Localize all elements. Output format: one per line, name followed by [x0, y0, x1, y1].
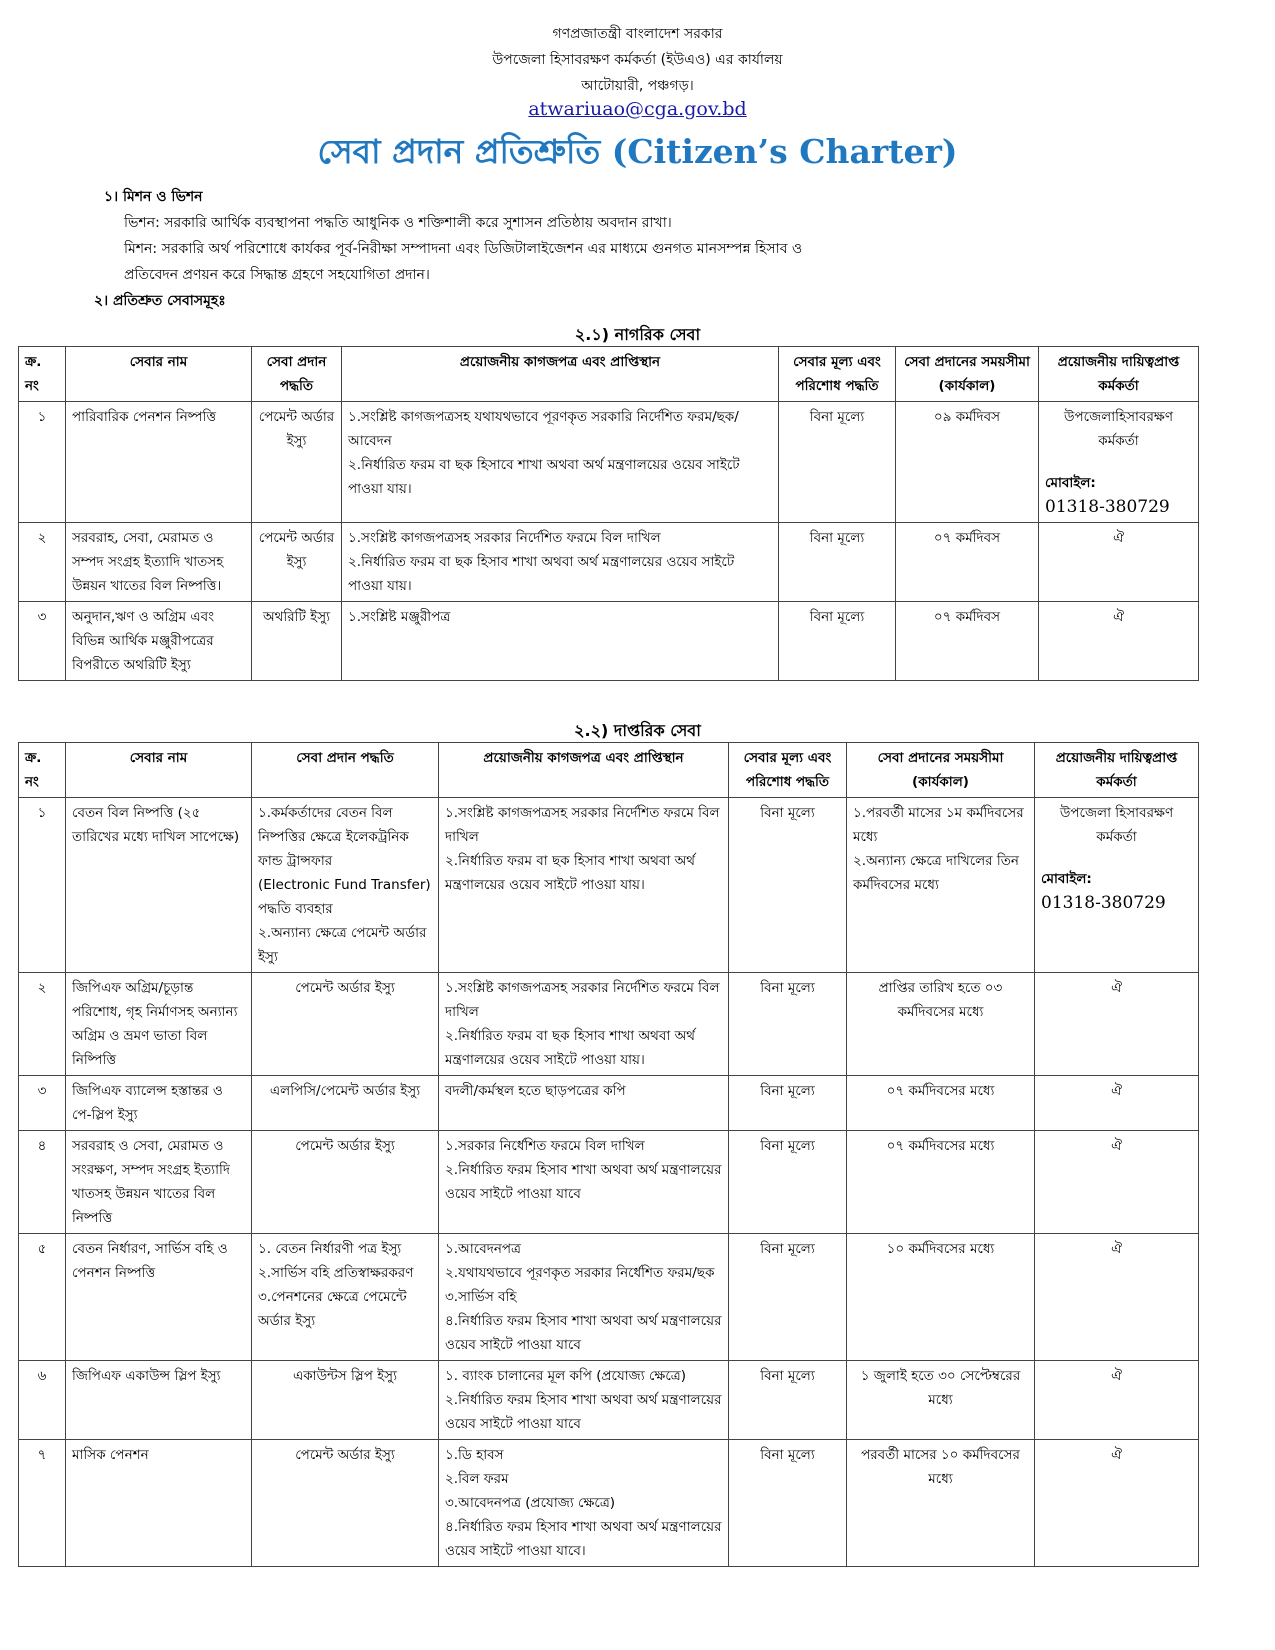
- cell-docs: [342, 602, 779, 681]
- cell-method: [252, 973, 439, 1076]
- doc-line: ২.যথাযথভাবে পূরণকৃত সরকার নির্ধেশিত ফরম/ছক: [445, 1265, 715, 1281]
- method-line: একাউন্টস স্লিপ ইস্যু: [292, 1368, 398, 1384]
- doc-line: ১.আবেদনপত্র: [445, 1241, 521, 1257]
- header-office: উপজেলা হিসাবরক্ষণ কর্মকর্তা (ইউএও) এর কার্যালয়: [492, 52, 783, 68]
- cell-fee: [729, 1076, 847, 1131]
- col-header-sl: ক্র. নং: [19, 347, 66, 402]
- time-line: ১.পরবর্তী মাসের ১ম কর্মদিবসের মধ্যে: [853, 805, 1024, 845]
- cell-time: [847, 1234, 1035, 1361]
- cell-method: [252, 1234, 439, 1361]
- serial-number: ৬: [37, 1368, 47, 1384]
- officer-name: ঐ: [1113, 530, 1124, 546]
- cell-officer: [1035, 973, 1199, 1076]
- table-row: [19, 602, 1199, 681]
- cell-method: [252, 798, 439, 973]
- cell-docs: [439, 973, 729, 1076]
- method-line: পেমেন্ট অর্ডার ইস্যু: [258, 530, 335, 570]
- section2-heading: ২। প্রতিশ্রুত সেবাসমূহঃ: [94, 293, 226, 309]
- fee-text: বিনা মূল্যে: [760, 1447, 815, 1463]
- time-line: প্রাপ্তির তারিখ হতে ০৩ কর্মদিবসের মধ্যে: [878, 980, 1003, 1020]
- fee-text: বিনা মূল্যে: [809, 609, 865, 625]
- cell-fee: [729, 1131, 847, 1234]
- doc-line: ১.সংশ্লিষ্ট কাগজপত্রসহ সরকার নির্দেশিত ফরমে বিল দাখিল: [445, 805, 720, 845]
- cell-docs: [439, 1076, 729, 1131]
- table-row: [19, 523, 1199, 602]
- mobile-number: 01318-380729: [1041, 893, 1166, 913]
- cell-method: [252, 1361, 439, 1440]
- table-row: [19, 1234, 1199, 1361]
- cell-fee: [729, 973, 847, 1076]
- time-line: ০৯ কর্মদিবস: [933, 409, 1001, 425]
- header-government: গণপ্রজাতন্ত্রী বাংলাদেশ সরকার: [552, 26, 723, 42]
- doc-line: ২.নির্ধারিত ফরম হিসাব শাখা অথবা অর্থ মন্ত্রণালয়ের ওয়েব সাইটে পাওয়া যাবে: [445, 1162, 722, 1202]
- cell-method: [252, 1440, 439, 1567]
- cell-officer: [1039, 523, 1199, 602]
- officer-name: উপজেলাহিসাবরক্ষণ কর্মকর্তা: [1064, 409, 1173, 449]
- col-header-officer: প্রয়োজনীয় দায়িত্বপ্রাপ্ত কর্মকর্তা: [1035, 743, 1199, 798]
- cell-service-name: [66, 1361, 252, 1440]
- fee-text: বিনা মূল্যে: [760, 1138, 815, 1154]
- col-header-fee: সেবার মূল্য এবং পরিশোধ পদ্ধতি: [779, 347, 896, 402]
- cell-docs: [439, 1131, 729, 1234]
- service-name: পারিবারিক পেনশন নিষ্পত্তি: [72, 409, 216, 425]
- cell-sl: [19, 602, 66, 681]
- service-name: বেতন বিল নিষ্পত্তি (২৫ তারিখের মধ্যে দাখিল সাপেক্ষে): [72, 805, 240, 845]
- doc-line: ৩.আবেদনপত্র (প্রযোজ্য ক্ষেত্রে): [445, 1495, 616, 1511]
- service-name: জিপিএফ অগ্রিম/চূড়ান্ত পরিশোধ, গৃহ নির্মাণসহ অন্যান্য অগ্রিম ও ভ্রমণ ভাতা বিল নিষ্পিত্তি: [72, 980, 238, 1068]
- cell-docs: [439, 1440, 729, 1567]
- col-header-fee: সেবার মূল্য এবং পরিশোধ পদ্ধতি: [729, 743, 847, 798]
- cell-fee: [779, 602, 896, 681]
- method-line: পেমেন্ট অর্ডার ইস্যু: [295, 1447, 395, 1463]
- method-line: (Electronic Fund Transfer): [258, 877, 431, 893]
- time-line: ১ জুলাই হতে ৩০ সেপ্টেম্বরের মধ্যে: [860, 1368, 1021, 1408]
- service-name: অনুদান,ঋণ ও অগ্রিম এবং বিভিন্ন আর্থিক মঞ্জুরীপত্রের বিপরীতে অথরিটি ইস্যু: [72, 609, 215, 673]
- officer-name: ঐ: [1111, 980, 1122, 996]
- col-header-officer: প্রয়োজনীয় দায়িত্বপ্রাপ্ত কর্মকর্তা: [1039, 347, 1199, 402]
- col-header-sl: ক্র. নং: [19, 743, 66, 798]
- cell-officer: [1035, 1234, 1199, 1361]
- service-name: বেতন নির্ধারণ, সার্ভিস বহি ও পেনশন নিষ্পত্তি: [72, 1241, 228, 1281]
- method-line: পেমেন্ট অর্ডার ইস্যু: [295, 980, 395, 996]
- doc-line: ১. ব্যাংক চালানের মূল কপি (প্রযোজ্য ক্ষেত্রে): [445, 1368, 686, 1384]
- cell-service-name: [66, 1440, 252, 1567]
- office-services-caption: ২.২) দাপ্তরিক সেবা: [574, 721, 701, 740]
- officer-name: ঐ: [1111, 1368, 1122, 1384]
- cell-fee: [729, 1440, 847, 1567]
- doc-line: ২.নির্ধারিত ফরম হিসাব শাখা অথবা অর্থ মন্ত্রণালয়ের ওয়েব সাইটে পাওয়া যাবে: [445, 1392, 722, 1432]
- service-name: জিপিএফ একাউন্স স্লিপ ইস্যু: [72, 1368, 221, 1384]
- table-header-row: [19, 743, 1199, 798]
- cell-time: [847, 1361, 1035, 1440]
- fee-text: বিনা মূল্যে: [760, 1241, 815, 1257]
- citizen-services-caption: ২.১) নাগরিক সেবা: [574, 325, 701, 344]
- time-line: ১০ কর্মদিবসের মধ্যে: [886, 1241, 995, 1257]
- cell-sl: [19, 798, 66, 973]
- col-header-time: সেবা প্রদানের সময়সীমা (কার্যকাল): [847, 743, 1035, 798]
- cell-service-name: [66, 1076, 252, 1131]
- cell-service-name: [66, 523, 252, 602]
- cell-time: [896, 523, 1039, 602]
- method-line: ১. বেতন নির্ধারণী পত্র ইস্যু: [258, 1241, 402, 1257]
- col-header-name: সেবার নাম: [66, 743, 252, 798]
- cell-sl: [19, 1361, 66, 1440]
- table-row: [19, 798, 1199, 973]
- doc-line: ৪.নির্ধারিত ফরম হিসাব শাখা অথবা অর্থ মন্ত্রণালয়ের ওয়েব সাইটে পাওয়া যাবে।: [445, 1519, 722, 1559]
- fee-text: বিনা মূল্যে: [760, 980, 815, 996]
- cell-time: [847, 1131, 1035, 1234]
- mobile-label: মোবাইল:: [1041, 871, 1092, 887]
- officer-name: ঐ: [1113, 609, 1124, 625]
- cell-officer: [1035, 1440, 1199, 1567]
- officer-name: ঐ: [1111, 1138, 1122, 1154]
- fee-text: বিনা মূল্যে: [809, 409, 865, 425]
- time-line: ০৭ কর্মদিবসের মধ্যে: [886, 1138, 995, 1154]
- time-line: ০৭ কর্মদিবস: [933, 609, 1001, 625]
- officer-name: ঐ: [1111, 1241, 1122, 1257]
- method-line: ২.অন্যান্য ক্ষেত্রে পেমেন্ট অর্ডার ইস্যু: [258, 925, 427, 965]
- col-header-time: সেবা প্রদানের সময়সীমা (কার্যকাল): [896, 347, 1039, 402]
- doc-line: ১.সরকার নির্ধেশিত ফরমে বিল দাখিল: [445, 1138, 645, 1154]
- cell-officer: [1039, 602, 1199, 681]
- cell-method: [252, 602, 342, 681]
- officer-name: ঐ: [1111, 1447, 1122, 1463]
- cell-time: [896, 602, 1039, 681]
- method-line: এলপিসি/পেমেন্ট অর্ডার ইস্যু: [269, 1083, 421, 1099]
- cell-fee: [779, 402, 896, 523]
- service-name: জিপিএফ ব্যালেন্স হস্তান্তর ও পে-স্লিপ ইস্যু: [72, 1083, 223, 1123]
- cell-service-name: [66, 973, 252, 1076]
- service-name: সরবরাহ, সেবা, মেরামত ও সম্পদ সংগ্রহ ইত্যাদি খাতসহ উন্নয়ন খাতের বিল নিষ্পত্তি।: [72, 530, 224, 594]
- doc-line: ২.নির্ধারিত ফরম বা ছক হিসাবে শাখা অথবা অর্থ মন্ত্রণালয়ের ওয়েব সাইটে পাওয়া যায়।: [348, 457, 740, 497]
- doc-line: ৩.সার্ভিস বহি: [445, 1289, 517, 1305]
- cell-sl: [19, 1440, 66, 1567]
- time-line: পরবর্তী মাসের ১০ কর্মদিবসের মধ্যে: [861, 1447, 1020, 1487]
- serial-number: ২: [37, 530, 47, 546]
- header-location: আটোয়ারী, পঞ্চগড়।: [581, 78, 694, 94]
- cell-officer: [1039, 402, 1199, 523]
- col-header-name: সেবার নাম: [66, 347, 252, 402]
- cell-docs: [342, 402, 779, 523]
- time-line: ২.অন্যান্য ক্ষেত্রে দাখিলের তিন কর্মদিবসের মধ্যে: [853, 853, 1019, 893]
- cell-officer: [1035, 1131, 1199, 1234]
- cell-officer: [1035, 1361, 1199, 1440]
- table-row: [19, 973, 1199, 1076]
- cell-officer: [1035, 1076, 1199, 1131]
- cell-sl: [19, 973, 66, 1076]
- fee-text: বিনা মূল্যে: [760, 805, 815, 821]
- cell-time: [847, 1440, 1035, 1567]
- email-link[interactable]: atwariuao@cga.gov.bd: [528, 98, 747, 120]
- cell-docs: [439, 798, 729, 973]
- fee-text: বিনা মূল্যে: [809, 530, 865, 546]
- time-line: ০৭ কর্মদিবসের মধ্যে: [886, 1083, 995, 1099]
- col-header-docs: প্রয়োজনীয় কাগজপত্র এবং প্রাপ্তিস্থান: [342, 347, 779, 402]
- method-line: ৩.পেনশনের ক্ষেত্রে পেমেন্টে অর্ডার ইস্যু: [258, 1289, 407, 1329]
- serial-number: ১: [37, 805, 47, 821]
- cell-time: [847, 973, 1035, 1076]
- cell-service-name: [66, 1234, 252, 1361]
- service-name: মাসিক পেনশন: [72, 1447, 149, 1463]
- cell-sl: [19, 1076, 66, 1131]
- col-header-method: সেবা প্রদান পদ্ধতি: [252, 347, 342, 402]
- cell-method: [252, 402, 342, 523]
- officer-name: ঐ: [1111, 1083, 1122, 1099]
- table-row: [19, 1440, 1199, 1567]
- serial-number: ২: [37, 980, 47, 996]
- method-line: পেমেন্ট অর্ডার ইস্যু: [295, 1138, 395, 1154]
- cell-time: [847, 798, 1035, 973]
- doc-line: ১.সংশ্লিষ্ট মঞ্জুরীপত্র: [348, 609, 451, 625]
- office-services-table: [18, 742, 1199, 1567]
- cell-service-name: [66, 402, 252, 523]
- serial-number: ৪: [37, 1138, 47, 1154]
- cell-sl: [19, 1234, 66, 1361]
- doc-line: ১.সংশ্লিষ্ট কাগজপত্রসহ যথাযথভাবে পূরণকৃত সরকারি নির্দেশিত ফরম/ছক/আবেদন: [348, 409, 739, 449]
- doc-line: ১.সংশ্লিষ্ট কাগজপত্রসহ সরকার নির্দেশিত ফরমে বিল দাখিল: [348, 530, 661, 546]
- doc-line: ২.নির্ধারিত ফরম বা ছক হিসাব শাখা অথবা অর্থ মন্ত্রণালয়ের ওয়েব সাইটে পাওয়া যায়।: [348, 554, 735, 594]
- doc-line: ২.নির্ধারিত ফরম বা ছক হিসাব শাখা অথবা অর্থ মন্ত্রণালয়ের ওয়েব সাইটে পাওয়া যায়।: [445, 853, 696, 893]
- serial-number: ৭: [37, 1447, 47, 1463]
- method-line: অথরিটি ইস্যু: [262, 609, 331, 625]
- serial-number: ৫: [37, 1241, 47, 1257]
- cell-docs: [342, 523, 779, 602]
- doc-line: ১.ডি হাবস: [445, 1447, 504, 1463]
- table-row: [19, 402, 1199, 523]
- cell-method: [252, 1076, 439, 1131]
- mobile-number: 01318-380729: [1045, 497, 1170, 517]
- citizen-services-table: [18, 346, 1199, 681]
- col-header-method: সেবা প্রদান পদ্ধতি: [252, 743, 439, 798]
- cell-fee: [729, 1234, 847, 1361]
- cell-docs: [439, 1361, 729, 1440]
- doc-line: ৪.নির্ধারিত ফরম হিসাব শাখা অথবা অর্থ মন্ত্রণালয়ের ওয়েব সাইটে পাওয়া যাবে: [445, 1313, 722, 1353]
- col-header-docs: প্রয়োজনীয় কাগজপত্র এবং প্রাপ্তিস্থান: [439, 743, 729, 798]
- cell-service-name: [66, 1131, 252, 1234]
- cell-time: [847, 1076, 1035, 1131]
- cell-service-name: [66, 798, 252, 973]
- cell-time: [896, 402, 1039, 523]
- mission-text-line2: প্রতিবেদন প্রণয়ন করে সিদ্ধান্ত গ্রহণে সহযোগিতা প্রদান।: [124, 267, 430, 283]
- cell-officer: [1035, 798, 1199, 973]
- page-title: সেবা প্রদান প্রতিশ্রুতি (Citizen’s Charter): [317, 132, 958, 171]
- cell-fee: [729, 1361, 847, 1440]
- time-line: ০৭ কর্মদিবস: [933, 530, 1001, 546]
- table-row: [19, 1076, 1199, 1131]
- doc-line: ১.সংশ্লিষ্ট কাগজপত্রসহ সরকার নির্দেশিত ফরমে বিল দাখিল: [445, 980, 720, 1020]
- serial-number: ৩: [37, 609, 47, 625]
- table-row: [19, 1131, 1199, 1234]
- cell-method: [252, 523, 342, 602]
- mobile-label: মোবাইল:: [1045, 475, 1096, 491]
- method-line: পদ্ধতি ব্যবহার: [258, 901, 333, 917]
- officer-name: উপজেলা হিসাবরক্ষণ কর্মকর্তা: [1059, 805, 1174, 845]
- doc-line: বদলী/কর্মস্থল হতে ছাড়পত্রের কপি: [445, 1083, 626, 1099]
- table-header-row: [19, 347, 1199, 402]
- cell-sl: [19, 1131, 66, 1234]
- cell-method: [252, 1131, 439, 1234]
- fee-text: বিনা মূল্যে: [760, 1368, 815, 1384]
- service-name: সরবরাহ ও সেবা, মেরামত ও সংরক্ষণ, সম্পদ সংগ্রহ ইত্যাদি খাতসহ উন্নয়ন খাতের বিল নিষ্পত্তি: [72, 1138, 230, 1226]
- serial-number: ১: [37, 409, 47, 425]
- table-row: [19, 1361, 1199, 1440]
- doc-line: ২.বিল ফরম: [445, 1471, 509, 1487]
- method-line: ২.সার্ভিস বহি প্রতিস্বাক্ষরকরণ: [258, 1265, 414, 1281]
- cell-docs: [439, 1234, 729, 1361]
- serial-number: ৩: [37, 1083, 47, 1099]
- method-line: ১.কর্মকর্তাদের বেতন বিল নিষ্পত্তির ক্ষেত্রে ইলেকট্রনিক ফান্ড ট্রান্সফার: [258, 805, 409, 869]
- cell-fee: [779, 523, 896, 602]
- mission-text-line1: মিশন: সরকারি অর্থ পরিশোধে কার্যকর পূর্ব-নিরীক্ষা সম্পাদনা এবং ডিজিটালাইজেশন এর মাধ্যমে গুনগত মানসম্পন্ন হিসাব ও: [124, 241, 803, 257]
- vision-text: ভিশন: সরকারি আর্থিক ব্যবস্থাপনা পদ্ধতি আধুনিক ও শক্তিশালী করে সুশাসন প্রতিষ্ঠায় অবদান রাখা।: [124, 215, 672, 231]
- method-line: পেমেন্ট অর্ডার ইস্যু: [258, 409, 335, 449]
- cell-sl: [19, 523, 66, 602]
- cell-service-name: [66, 602, 252, 681]
- section1-heading: ১। মিশন ও ভিশন: [104, 189, 203, 205]
- doc-line: ২.নির্ধারিত ফরম বা ছক হিসাব শাখা অথবা অর্থ মন্ত্রণালয়ের ওয়েব সাইটে পাওয়া যায়।: [445, 1028, 696, 1068]
- fee-text: বিনা মূল্যে: [760, 1083, 815, 1099]
- cell-sl: [19, 402, 66, 523]
- cell-fee: [729, 798, 847, 973]
